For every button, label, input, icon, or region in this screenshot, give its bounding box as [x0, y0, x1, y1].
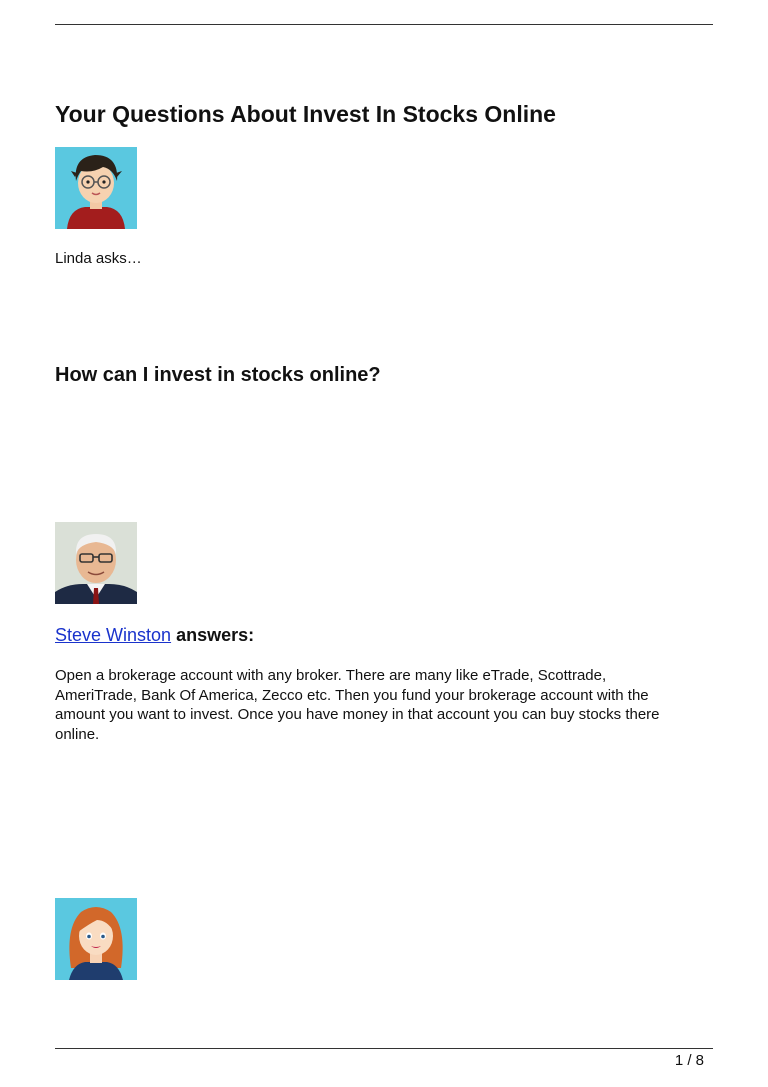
header-rule: [55, 24, 713, 25]
asker-label: Linda asks…: [55, 250, 142, 267]
answer-body: [55, 666, 705, 744]
page-title: Your Questions About Invest In Stocks Online: [55, 101, 556, 127]
answers-label: answers:: [176, 625, 255, 645]
answerer-avatar-icon: [55, 522, 137, 604]
commenter-avatar-icon: [55, 898, 137, 980]
answer-line: online.: [55, 725, 100, 743]
asker-avatar-icon: [55, 147, 137, 229]
footer-rule: [55, 1048, 713, 1049]
answer-line: AmeriTrade, Bank Of America, Zecco etc. Then you fund your brokerage account with the: [55, 686, 649, 704]
answer-line: Open a brokerage account with any broker. There are many like eTrade, Scottrade,: [55, 667, 607, 684]
question-heading: How can I invest in stocks online?: [55, 364, 381, 386]
answerer-name-link[interactable]: Steve Winston: [55, 625, 172, 645]
answer-line: amount you want to invest. Once you have money in that account you can buy stocks there: [55, 706, 660, 723]
page-number: 1 / 8: [674, 1052, 704, 1069]
answerer-line: [55, 624, 254, 646]
